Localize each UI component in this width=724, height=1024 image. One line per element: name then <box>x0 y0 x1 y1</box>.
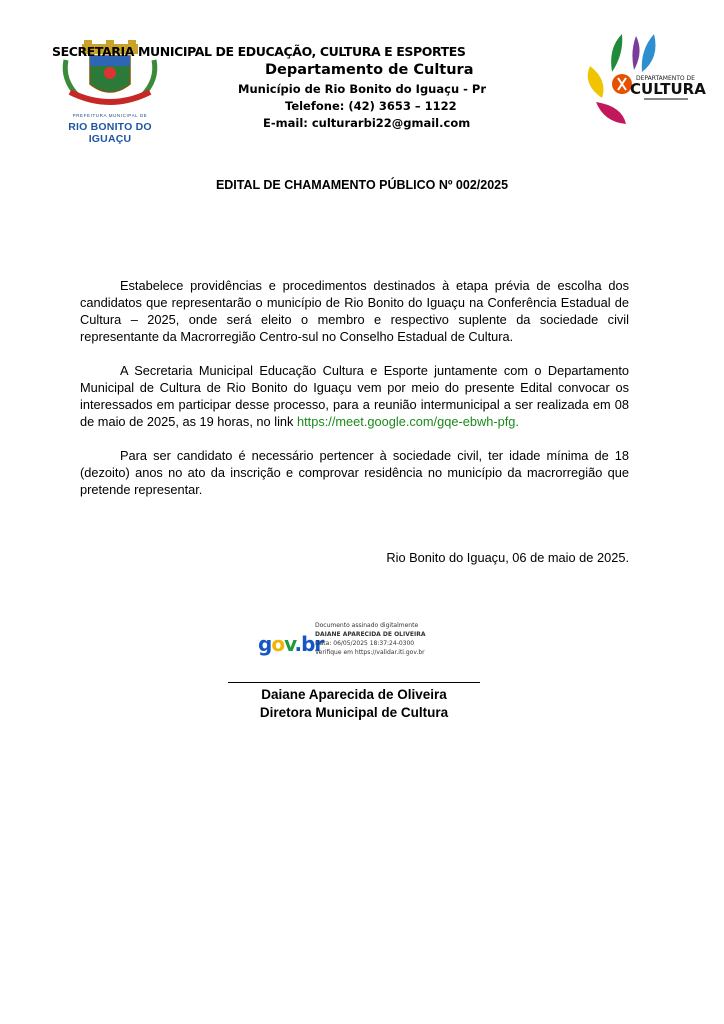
paragraph-2-text: A Secretaria Municipal Educação Cultura e Esporte juntamente com o Departamento Municipal de Cultura de Rio Bonito do Iguaçu vem por meio do presente Edital convocar os interessados em participar desse processo, para a reunião intermunicipal a ser realizada em 08 de maio de 2025, as 19 horas, no link <box>80 363 629 429</box>
header-email: E-mail: culturarbi22@gmail.com <box>263 116 471 130</box>
stamp-verify-link[interactable]: Verifique em https://validar.iti.gov.br <box>315 649 425 656</box>
coat-caption: RIO BONITO DO IGUAÇU <box>68 121 152 145</box>
departamento-cultura-logo <box>582 32 706 130</box>
stamp-date: Data: 06/05/2025 18:37:24-0300 <box>315 640 415 647</box>
logo-text-cultura: CULTURA <box>630 80 706 98</box>
logo-text-small: DEPARTAMENTO DE <box>636 75 695 82</box>
header-municipio: Município de Rio Bonito do Iguaçu - Pr <box>238 82 487 96</box>
document-title: EDITAL DE CHAMAMENTO PÚBLICO Nº 002/2025 <box>215 178 509 192</box>
signer-role: Diretora Municipal de Cultura <box>259 705 449 720</box>
paragraph-1: Estabelece providências e procedimentos destinados à etapa prévia de escolha dos candidatos que representarão o município de Rio Bonito do Iguaçu na Conferência Estadual de Cultura – 2025, onde será eleito o membro e respectivo suplente da sociedade civil representante da Macrorregião Centro-sul no Conselho Estadual de Cultura. <box>80 278 629 344</box>
header-departamento: Departamento de Cultura <box>265 62 474 78</box>
gov-br-logo: gov.br <box>258 632 324 656</box>
stamp-line-1: Documento assinado digitalmente <box>315 622 419 629</box>
paragraph-3: Para ser candidato é necessário pertencer à sociedade civil, ter idade mínima de 18 (dezoito) anos no ato da inscrição e comprovar residência no município da macrorregião que pretende representar. <box>80 448 629 497</box>
signature-line <box>228 682 480 683</box>
header-secretaria: SECRETARIA MUNICIPAL DE EDUCAÇÃO, CULTURA E ESPORTES <box>52 44 466 59</box>
coat-caption-small: PREFEITURA MUNICIPAL DE <box>72 113 148 118</box>
document-body <box>80 277 629 515</box>
signer-name: Daiane Aparecida de Oliveira <box>261 687 447 702</box>
digital-signature-stamp <box>315 621 425 657</box>
document-date: Rio Bonito do Iguaçu, 06 de maio de 2025. <box>386 550 629 565</box>
stamp-signer-name: DAIANE APARECIDA DE OLIVEIRA <box>315 631 426 638</box>
meeting-link[interactable]: https://meet.google.com/gqe-ebwh-pfg. <box>296 414 519 429</box>
paragraph-2 <box>80 362 629 430</box>
header-telefone: Telefone: (42) 3653 – 1122 <box>285 99 457 113</box>
